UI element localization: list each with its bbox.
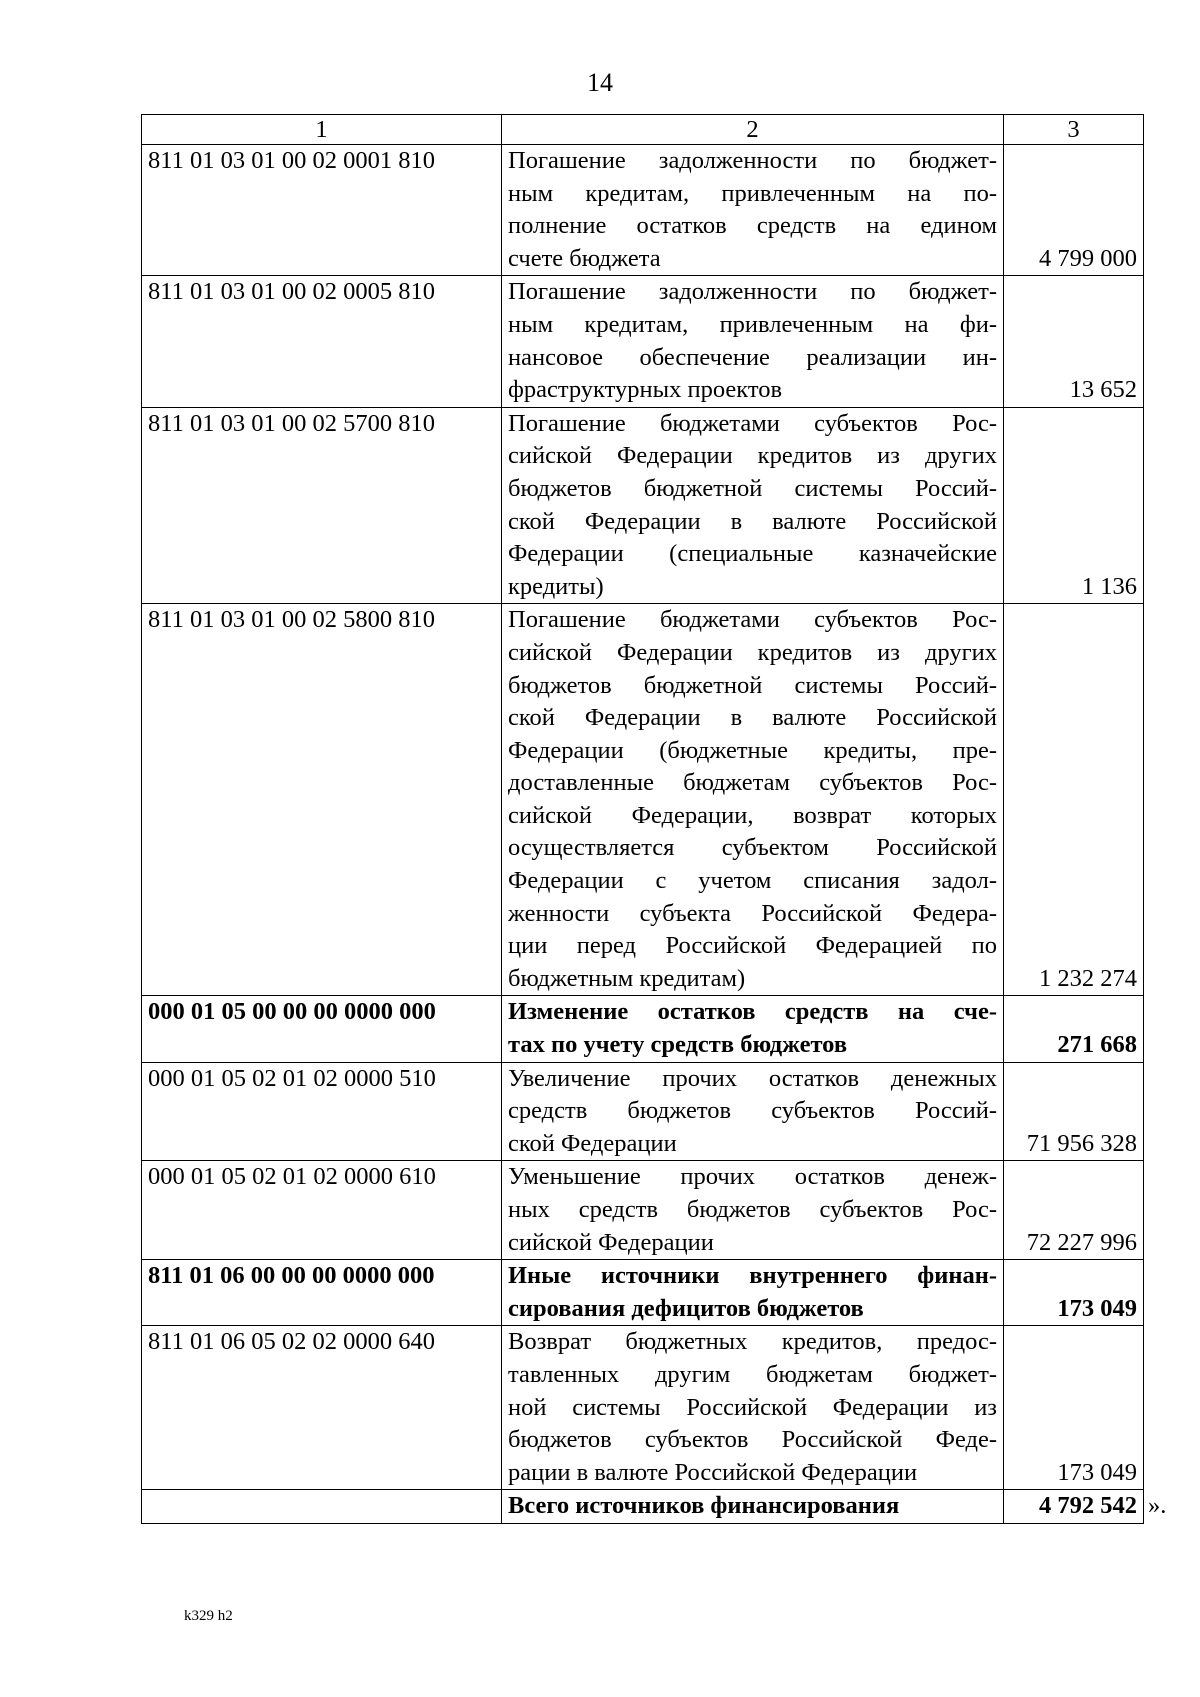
budget-code-cell: 000 01 05 02 01 02 0000 510 xyxy=(142,1062,502,1161)
description-line: доставленные бюджетам субъектов Рос- xyxy=(508,769,997,797)
description-cell xyxy=(502,1260,1004,1326)
description-line: Увеличение прочих остатков денежных xyxy=(508,1064,997,1092)
amount-cell: 4 799 000 xyxy=(1004,145,1144,276)
table-row xyxy=(142,1326,1144,1490)
table-row xyxy=(142,1161,1144,1260)
page-number: 14 xyxy=(587,68,613,97)
description-line: бюджетным кредитам) xyxy=(508,964,746,992)
description-line: сирования дефицитов бюджетов xyxy=(508,1294,864,1322)
description-line: Федерации (бюджетные кредиты, пре- xyxy=(508,736,997,764)
description-line: Погашение бюджетами субъектов Рос- xyxy=(508,409,997,437)
description-line: женности субъекта Российской Федера- xyxy=(508,899,997,927)
description-line: Возврат бюджетных кредитов, предос- xyxy=(508,1328,997,1356)
description-line: тавленных другим бюджетам бюджет- xyxy=(508,1360,997,1388)
budget-code-cell: 811 01 06 00 00 00 0000 000 xyxy=(142,1260,502,1326)
amount-cell: 71 956 328 xyxy=(1004,1062,1144,1161)
description-line: Уменьшение прочих остатков денеж- xyxy=(508,1163,997,1191)
description-line: сийской Федерации xyxy=(508,1228,714,1256)
description-line: Погашение задолженности по бюджет- xyxy=(508,147,997,174)
description-line: ции перед Российской Федерацией по xyxy=(508,932,997,960)
budget-code-cell: 811 01 03 01 00 02 5700 810 xyxy=(142,407,502,604)
description-cell xyxy=(502,1326,1004,1490)
budget-code-cell: 811 01 03 01 00 02 0001 810 xyxy=(142,145,502,276)
description-line: ных средств бюджетов субъектов Рос- xyxy=(508,1196,997,1223)
header-col-1: 1 xyxy=(142,115,502,145)
amount-cell: 72 227 996 xyxy=(1004,1161,1144,1260)
description-line: ской Федерации xyxy=(508,1129,677,1157)
description-line: ской Федерации в валюте Российской xyxy=(508,704,997,732)
description-line: ной системы Российской Федерации из xyxy=(508,1393,997,1421)
amount-cell: 4 792 542 xyxy=(1004,1490,1144,1524)
budget-code-cell: 000 01 05 00 00 00 0000 000 xyxy=(142,996,502,1062)
description-line: Федерации (специальные казначейские xyxy=(508,540,997,568)
budget-code-cell xyxy=(142,1490,502,1524)
amount-cell: 1 136 xyxy=(1004,407,1144,604)
description-line: счете бюджета xyxy=(508,244,661,272)
table-row xyxy=(142,1490,1144,1524)
description-line: Иные источники внутреннего финан- xyxy=(508,1262,997,1290)
header-col-2: 2 xyxy=(502,115,1004,145)
description-line: нансовое обеспечение реализации ин- xyxy=(508,343,997,371)
table-row xyxy=(142,604,1144,996)
budget-code-cell: 811 01 03 01 00 02 0005 810 xyxy=(142,276,502,407)
description-line: бюджетов бюджетной системы Россий- xyxy=(508,474,997,502)
amount-cell: 1 232 274 xyxy=(1004,604,1144,996)
description-line: рации в валюте Российской Федерации xyxy=(508,1458,918,1486)
table-row xyxy=(142,276,1144,407)
description-cell xyxy=(502,1490,1004,1524)
table-row xyxy=(142,1062,1144,1161)
description-line: ным кредитам, привлеченным на по- xyxy=(508,179,997,207)
description-line: средств бюджетов субъектов Россий- xyxy=(508,1097,997,1125)
description-line: ным кредитам, привлеченным на фи- xyxy=(508,310,997,338)
description-line: осуществляется субъектом Российской xyxy=(508,834,997,862)
description-cell xyxy=(502,604,1004,996)
description-line: Изменение остатков средств на сче- xyxy=(508,998,997,1026)
financing-sources-table xyxy=(141,114,1144,1524)
budget-code-cell: 000 01 05 02 01 02 0000 610 xyxy=(142,1161,502,1260)
description-line: Федерации с учетом списания задол- xyxy=(508,867,997,895)
description-line: сийской Федерации, возврат которых xyxy=(508,801,997,829)
budget-code-cell: 811 01 03 01 00 02 5800 810 xyxy=(142,604,502,996)
description-line: бюджетов субъектов Российской Феде- xyxy=(508,1426,997,1454)
amount-cell: 271 668 xyxy=(1004,996,1144,1062)
amount-cell: 13 652 xyxy=(1004,276,1144,407)
table-row xyxy=(142,145,1144,276)
description-line: Всего источников финансирования xyxy=(508,1492,900,1520)
table-row xyxy=(142,407,1144,604)
description-cell xyxy=(502,1062,1004,1161)
closing-quote-mark: ». xyxy=(1148,1491,1167,1519)
table-row xyxy=(142,1260,1144,1326)
footer-document-code: k329 h2 xyxy=(184,1608,233,1624)
table-header-row xyxy=(142,115,1144,145)
description-cell xyxy=(502,276,1004,407)
table-row xyxy=(142,996,1144,1062)
description-line: Погашение бюджетами субъектов Рос- xyxy=(508,606,997,634)
description-line: полнение остатков средств на едином xyxy=(508,212,997,240)
description-cell xyxy=(502,145,1004,276)
budget-code-cell: 811 01 06 05 02 02 0000 640 xyxy=(142,1326,502,1490)
description-line: ской Федерации в валюте Российской xyxy=(508,507,997,535)
description-line: кредиты) xyxy=(508,572,604,600)
description-line: бюджетов бюджетной системы Россий- xyxy=(508,671,997,699)
description-cell xyxy=(502,1161,1004,1260)
description-cell xyxy=(502,407,1004,604)
amount-cell: 173 049 xyxy=(1004,1326,1144,1490)
description-line: сийской Федерации кредитов из других xyxy=(508,638,997,666)
description-line: фраструктурных проектов xyxy=(508,376,783,404)
description-line: сийской Федерации кредитов из других xyxy=(508,442,997,470)
description-cell xyxy=(502,996,1004,1062)
description-line: Погашение задолженности по бюджет- xyxy=(508,278,997,306)
amount-cell: 173 049 xyxy=(1004,1260,1144,1326)
header-col-3: 3 xyxy=(1004,115,1144,145)
description-line: тах по учету средств бюджетов xyxy=(508,1031,848,1059)
